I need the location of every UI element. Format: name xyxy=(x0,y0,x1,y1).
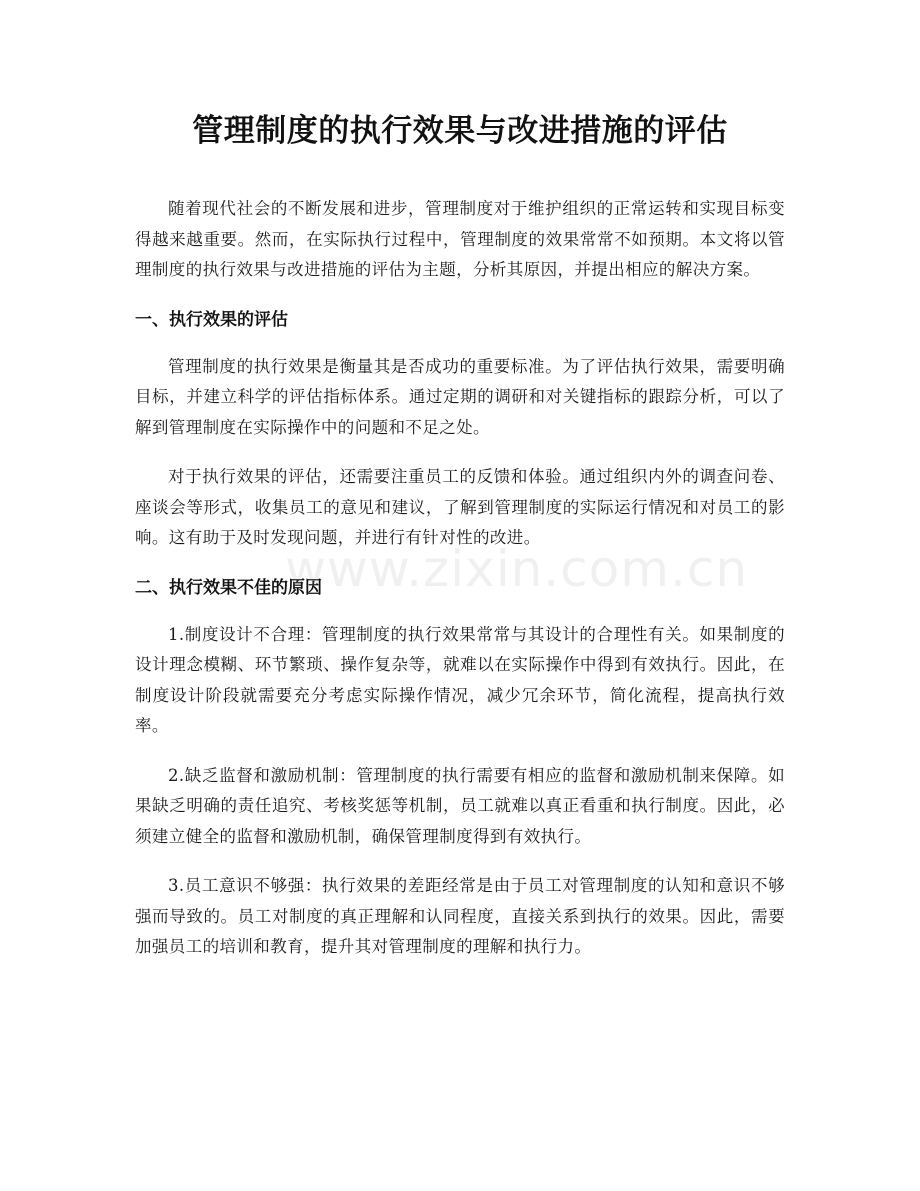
section2-paragraph-2: 2.缺乏监督和激励机制：管理制度的执行需要有相应的监督和激励机制来保障。如果缺乏明确的责任追究、考核奖惩等机制，员工就难以真正看重和执行制度。因此，必须建立健全的监督和激励机制，确保管理制度得到有效执行。 xyxy=(135,765,785,846)
watermark: www.zixin.com.cn xyxy=(285,540,749,598)
document-title: 管理制度的执行效果与改进措施的评估 xyxy=(192,113,728,149)
section2-paragraph-3: 3.员工意识不够强：执行效果的差距经常是由于员工对管理制度的认知和意识不够强而导致的。员工对制度的真正理解和认同程度，直接关系到执行的效果。因此，需要加强员工的培训和教育，提升其对管理制度的理解和执行力。 xyxy=(135,876,785,956)
section1-paragraph-1: 管理制度的执行效果是衡量其是否成功的重要标准。为了评估执行效果，需要明确目标，并建立科学的评估指标体系。通过定期的调研和对关键指标的跟踪分析，可以了解到管理制度在实际操作中的问题和不足之处。 xyxy=(135,356,785,437)
section-heading-1: 一、执行效果的评估 xyxy=(135,309,288,330)
section1-paragraph-2: 对于执行效果的评估，还需要注重员工的反馈和体验。通过组织内外的调查问卷、座谈会等形式，收集员工的意见和建议，了解到管理制度的实际运行情况和对员工的影响。这有助于及时发现问题，并进行有针对性的改进。 xyxy=(135,467,785,547)
section2-paragraph-1: 1.制度设计不合理：管理制度的执行效果常常与其设计的合理性有关。如果制度的设计理念模糊、环节繁琐、操作复杂等，就难以在实际操作中得到有效执行。因此，在制度设计阶段就需要充分考虑实际操作情况，减少冗余环节，简化流程，提高执行效率。 xyxy=(135,624,785,735)
intro-paragraph: 随着现代社会的不断发展和进步，管理制度对于维护组织的正常运转和实现目标变得越来越重要。然而，在实际执行过程中，管理制度的效果常常不如预期。本文将以管理制度的执行效果与改进措施的评估为主题，分析其原因，并提出相应的解决方案。 xyxy=(135,199,785,279)
section-heading-2: 二、执行效果不佳的原因 xyxy=(135,577,322,598)
